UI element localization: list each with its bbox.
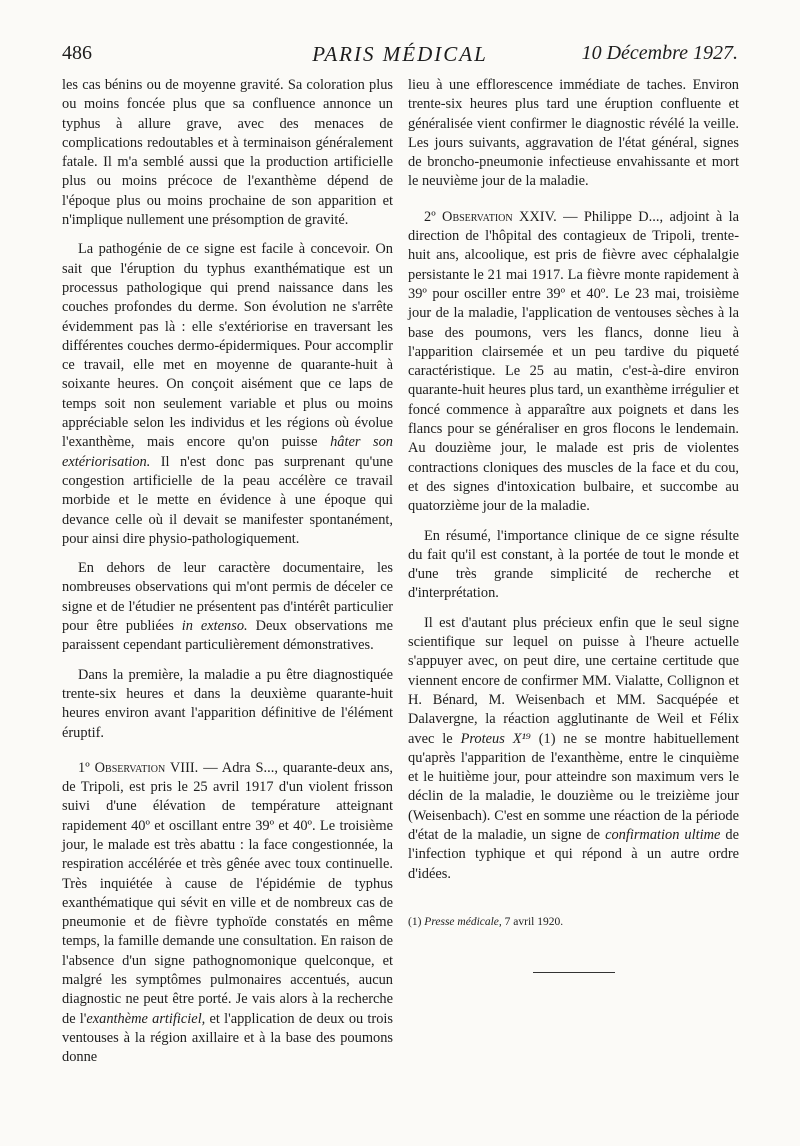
page-number: 486 — [62, 42, 92, 64]
paragraph: lieu à une efflorescence immédiate de taches. Environ trente-six heures plus tard une éruption confluente et généralisée vient confirmer le diagnostic révélé la veille. Les jours suivants, aggravation de l'état général, signes de broncho-pneumonie infectieuse envahissante et mort le neuvième jour de la maladie. — [408, 77, 739, 190]
paragraph: En résumé, l'importance clinique de ce signe résulte du fait qu'il est constant, à la portée de tout le monde et d'une très grande simplicité de recherche et d'interprétation. — [408, 527, 739, 602]
left-column — [62, 76, 393, 1068]
paragraph: Dans la première, la maladie a pu être diagnostiquée trente-six heures et dans la deuxième quarante-huit heures environ avant l'apparition définitive de l'élément éruptif. — [62, 666, 393, 741]
paragraph: les cas bénins ou de moyenne gravité. Sa coloration plus ou moins foncée plus que sa confluence annonce un typhus à allure grave, avec des menaces de complications redoutables et à terminaison généralement fatale. Il m'a semblé aussi que la production artificielle plus ou moins précoce de l'exanthème dépend de l'époque plus ou moins prochaine de son apparition et n'implique nullement une présomption de gravité. — [62, 77, 393, 229]
observation-label: 2º Observation XXIV. — [424, 208, 557, 225]
page-header — [62, 42, 738, 76]
end-rule — [533, 972, 615, 973]
journal-title: PARIS MÉDICAL — [312, 42, 488, 66]
issue-date: 10 Décembre 1927. — [581, 42, 738, 64]
footnote: (1) Presse médicale, 7 avril 1920. — [408, 915, 564, 928]
right-column — [408, 76, 739, 973]
observation-paragraph: 2º Observation XXIV. — Philippe D..., adjoint à la direction de l'hôpital des contagieux de Tripoli, trente-huit ans, alcoolique, est pris de fièvre avec céphalalgie persistante le 21 mai 1917. La fièvre monte rapidement à 39º pour osciller entre 39º et 40º. Le 23 mai, troisième jour de la maladie, l'application de ventouses sèches à la base des poumons, vers les flancs, donne lieu à l'apparition clairsemée et un peu tardive du piqueté caractéristique. Le 25 au matin, c'est-à-dire environ quarante-huit heures plus tard, un exanthème irrégulier et foncé commence à apparaître aux poignets et dans les flancs pour se généraliser en gros flocons le lendemain. Au douzième jour, le malade est pris de violentes contractions cloniques des muscles de la face et du cou, et des signes d'intoxication bulbaire, et succombe au quatorzième jour de la maladie. — [408, 208, 739, 515]
paragraph: Il est d'autant plus précieux enfin que le seul signe scientifique sur lequel on puisse à l'heure actuelle s'appuyer avec, on peut dire, une certaine certitude que viennent encore de confirmer MM. Vialatte, Collignon et H. Bénard, M. Weisenbach et MM. Sacquépée et Dalavergne, la réaction agglutinante de Weil et Félix avec le Proteus X¹⁹ (1) ne se montre habituellement qu'après l'apparition de l'exanthème, entre le cinquième et le huitième jour, pour atteindre son maximum vers le déclin de la maladie, le douzième ou le treizième jour (Weisenbach). C'est en somme une réaction de la période d'état de la maladie, un signe de confirmation ultime de l'infection typhique et qui répond à un autre ordre d'idées. — [408, 614, 739, 882]
paragraph: La pathogénie de ce signe est facile à concevoir. On sait que l'éruption du typhus exanthématique est un processus pathologique qui prend naissance dans les couches profondes du derme. Son évolution ne s'arrête évidemment pas là : elle s'extériorise en traversant les différentes couches dermo-épidermiques. Pour accomplir ce travail, elle met en moyenne de quarante-huit à soixante heures. On conçoit aisément que ce laps de temps soit non seulement variable et plus ou moins appréciable selon les individus et les régions où évolue l'exanthème, mais encore qu'on puisse hâter son extériorisation. Il n'est donc pas surprenant qu'une congestion artificielle de la peau accélère ce travail morbide et le mette en évidence à une époque qui devance celle où il devait se manifester spontanément, pour ainsi dire physio-pathologiquement. — [62, 241, 393, 547]
observation-paragraph: 1º Observation VIII. — Adra S..., quarante-deux ans, de Tripoli, est pris le 25 avril 1917 d'un violent frisson suivi d'une élévation de température atteignant rapidement 40º et oscillant entre 39º et 40º. Le troisième jour, le malade est très abattu : la face congestionnée, la respiration accélérée et très gênée avec toux continuelle. Très inquiétée à cause de l'épidémie de typhus exanthématique qui sévit en ville et de nombreux cas de pneumonie et de fièvre typhoïde constatés en même temps, la famille demande une consultation. En raison de l'absence d'un signe pathognomonique quelconque, et malgré les symptômes pulmonaires accentués, aucun diagnostic ne peut être porté. Je vais alors à la recherche de l'exanthème artificiel, et l'application de deux ou trois ventouses à la région axillaire et à la base des poumons donne — [62, 759, 394, 1066]
paragraph: En dehors de leur caractère documentaire, les nombreuses observations qui m'ont permis de déceler ce signe et de l'étudier ne présentent pas d'intérêt particulier pour être publiées in extenso. Deux observations me paraissent cependant particulièrement démonstratives. — [62, 560, 393, 654]
observation-label: 1º Observation VIII. — [78, 759, 199, 776]
